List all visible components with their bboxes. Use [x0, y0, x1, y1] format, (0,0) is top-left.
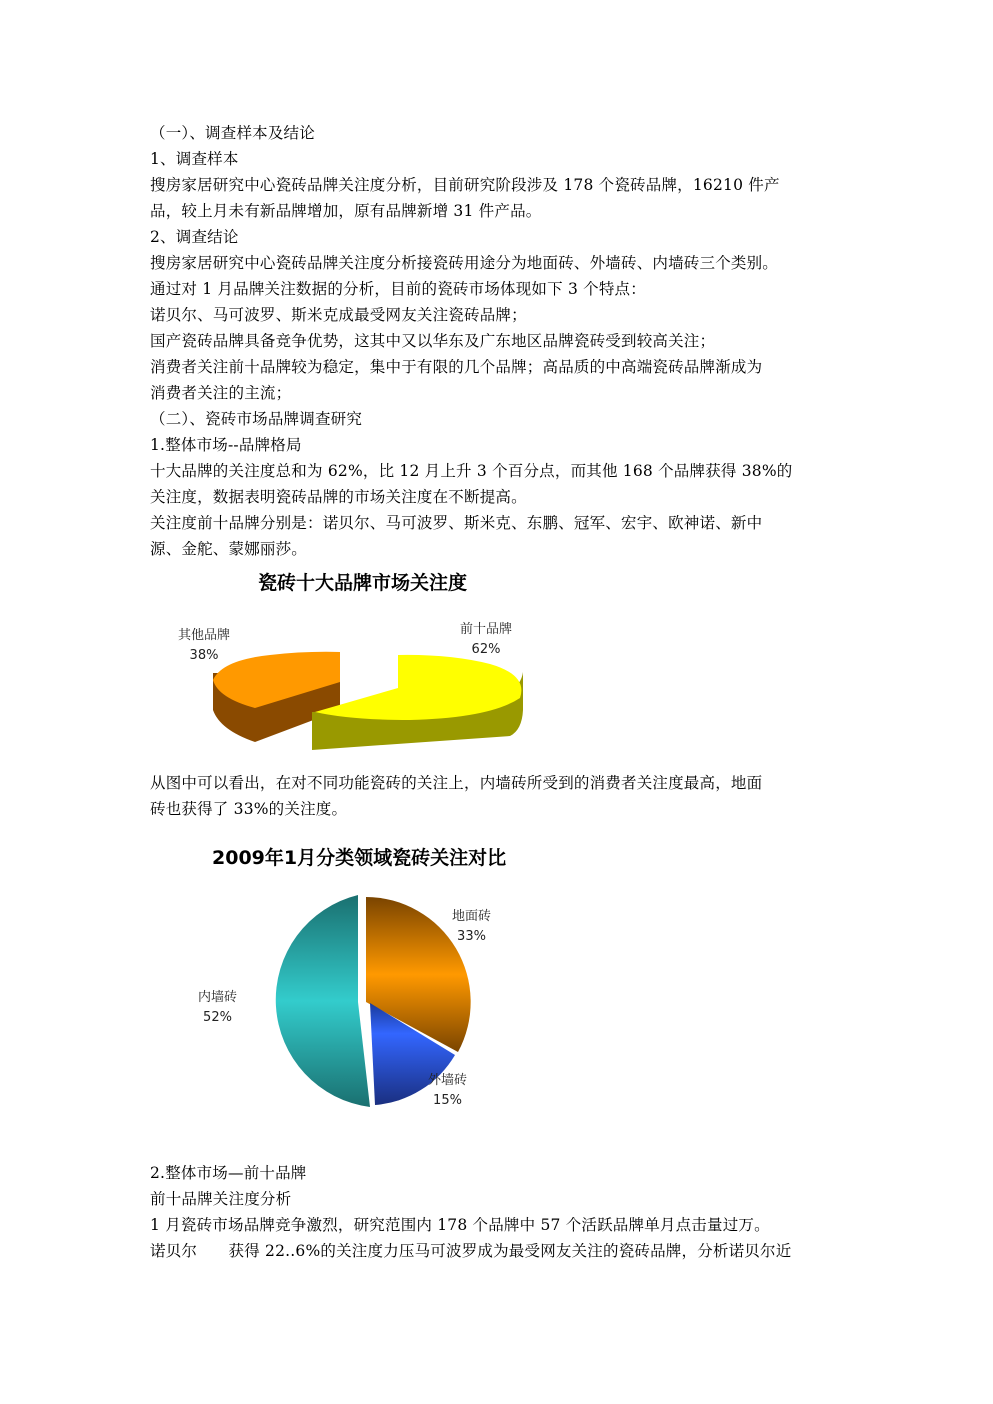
heading-survey-conclusion: 2、调查结论: [150, 228, 239, 246]
paragraph-line: 从图中可以看出，在对不同功能瓷砖的关注上，内墙砖所受到的消费者关注度最高，地面: [150, 774, 763, 792]
section-chart-commentary: [150, 770, 850, 822]
section-survey-text: [150, 120, 850, 562]
paragraph-line: 品，较上月未有新品牌增加，原有品牌新增 31 件产品。: [150, 202, 542, 220]
paragraph-line: 消费者关注的主流；: [150, 384, 292, 402]
heading-top-ten-analysis: 前十品牌关注度分析: [150, 1190, 292, 1208]
paragraph-line: 搜房家居研究中心瓷砖品牌关注度分析接瓷砖用途分为地面砖、外墙砖、内墙砖三个类别。: [150, 254, 779, 272]
paragraph-line: 国产瓷砖品牌具备竞争优势，这其中又以华东及广东地区品牌瓷砖受到较高关注；: [150, 332, 716, 350]
paragraph-line: 源、金舵、蒙娜丽莎。: [150, 540, 308, 558]
paragraph-line: 1 月瓷砖市场品牌竞争激烈，研究范围内 178 个品牌中 57 个活跃品牌单月点击量过万。: [150, 1216, 770, 1234]
slice-label-top-ten: 前十品牌 62%: [460, 622, 513, 657]
chart-title: 2009年1月分类领域瓷砖关注对比: [212, 847, 507, 869]
heading-survey-sample: 1、调查样本: [150, 150, 239, 168]
chart-category-attention-comparison: [190, 835, 540, 1125]
paragraph-line: 消费者关注前十品牌较为稳定，集中于有限的几个品牌；高品质的中高端瓷砖品牌渐成为: [150, 358, 763, 376]
section-top-ten-brands: [150, 1160, 850, 1264]
paragraph-line: 搜房家居研究中心瓷砖品牌关注度分析，目前研究阶段涉及 178 个瓷砖品牌，16210 件产: [150, 176, 780, 194]
slice-label-interior-wall-tile: 内墙砖 52%: [198, 990, 238, 1025]
paragraph-line: 十大品牌的关注度总和为 62%，比 12 月上升 3 个百分点，而其他 168 个品牌获得 38%的: [150, 462, 793, 480]
slice-label-other-brands: 其他品牌 38%: [178, 628, 231, 663]
heading-brand-pattern: 1.整体市场--品牌格局: [150, 436, 302, 454]
paragraph-line: 诺贝尔、马可波罗、斯米克成最受网友关注瓷砖品牌；: [150, 306, 527, 324]
paragraph-line: 诺贝尔 获得 22..6%的关注度力压马可波罗成为最受网友关注的瓷砖品牌，分析诺贝尔近: [150, 1242, 792, 1260]
slice-label-floor-tile: 地面砖 33%: [452, 909, 492, 944]
heading-survey-sample-conclusion: （一）、调查样本及结论: [150, 124, 315, 142]
heading-market-research: （二）、瓷砖市场品牌调查研究: [150, 410, 363, 428]
paragraph-line: 关注度前十品牌分别是：诺贝尔、马可波罗、斯米克、东鹏、冠军、宏宇、欧神诺、新中: [150, 514, 763, 532]
pie-graphic: [190, 835, 540, 1125]
chart-top-ten-brand-attention: [150, 560, 550, 760]
paragraph-line: 通过对 1 月品牌关注数据的分析，目前的瓷砖市场体现如下 3 个特点：: [150, 280, 646, 298]
paragraph-line: 砖也获得了 33%的关注度。: [150, 800, 348, 818]
heading-top-ten-brands: 2.整体市场—前十品牌: [150, 1164, 307, 1182]
slice-label-exterior-wall-tile: 外墙砖 15%: [428, 1073, 468, 1108]
chart-title: 瓷砖十大品牌市场关注度: [258, 572, 468, 594]
paragraph-line: 关注度，数据表明瓷砖品牌的市场关注度在不断提高。: [150, 488, 527, 506]
